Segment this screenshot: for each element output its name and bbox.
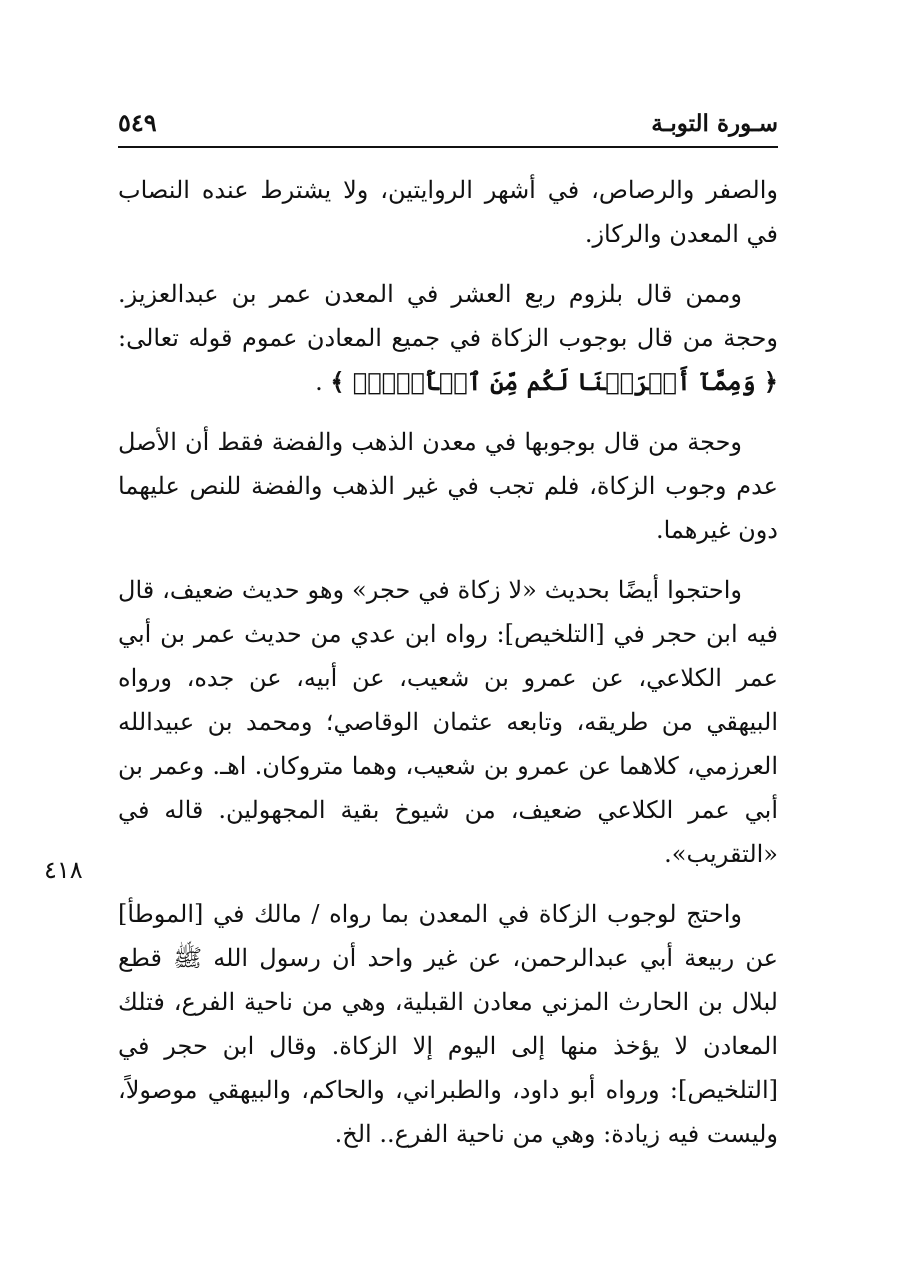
paragraph-4 xyxy=(118,568,778,876)
paragraph-2 xyxy=(118,272,778,404)
paragraph-1 xyxy=(118,168,778,256)
page-header xyxy=(118,104,778,146)
paragraph-text: وممن قال بلزوم ربع العشر في المعدن عمر بن عبدالعزيز. وحجة من قال بوجوب الزكاة في جميع المعادن عموم قوله تعالى: xyxy=(118,280,778,352)
paragraph-text: وحجة من قال بوجوبها في معدن الذهب والفضة فقط أن الأصل عدم وجوب الزكاة، فلم تجب في غير الذهب والفضة للنص عليهما دون غيرهما. xyxy=(118,428,778,544)
header-divider xyxy=(118,146,778,148)
paragraph-3 xyxy=(118,420,778,552)
surah-title: سـورة التوبـة xyxy=(651,110,778,137)
paragraph-text: واحتجوا أيضًا بحديث «لا زكاة في حجر» وهو حديث ضعيف، قال فيه ابن حجر في [التلخيص]: رواه ابن عدي من حديث عمر بن أبي عمر الكلاعي، عن عمرو بن شعيب، عن أبيه، عن جده، ورواه البيهقي من طريقه، وتابعه عثمان الوقاصي؛ ومحمد بن عبيدالله العرزمي، كلاهما عن عمرو بن شعيب، وهما متروكان. اهـ. وعمر بن أبي عمر الكلاعي ضعيف، من شيوخ بقية المجهولين. قاله في «التقريب». xyxy=(118,576,778,868)
verse-end-punctuation: . xyxy=(315,368,323,396)
page-body xyxy=(118,168,778,1156)
book-page xyxy=(118,0,778,1271)
paragraph-text: واحتج لوجوب الزكاة في المعدن بما رواه / مالك في [الموطأ] عن ربيعة أبي عبدالرحمن، عن غير واحد أن رسول الله ﷺ قطع لبلال بن الحارث المزني معادن القبلية، وهي من ناحية الفرع، فتلك المعادن لا يؤخذ منها إلى اليوم إلا الزكاة. وقال ابن حجر في [التلخيص]: ورواه أبو داود، والطبراني، والحاكم، والبيهقي موصولاً، وليست فيه زيادة: وهي من ناحية الفرع.. الخ. xyxy=(118,900,778,1148)
margin-page-reference: ٤١٨ xyxy=(44,856,83,884)
page-number: ٥٤٩ xyxy=(118,108,157,137)
paragraph-text: والصفر والرصاص، في أشهر الروايتين، ولا يشترط عنده النصاب في المعدن والركاز. xyxy=(118,176,778,248)
paragraph-5 xyxy=(118,892,778,1156)
quran-verse: ﴿ وَمِمَّآ أَخۡرَجۡنَا لَكُم مِّنَ ٱلۡأَرۡضِۗ ﴾ xyxy=(330,367,778,396)
